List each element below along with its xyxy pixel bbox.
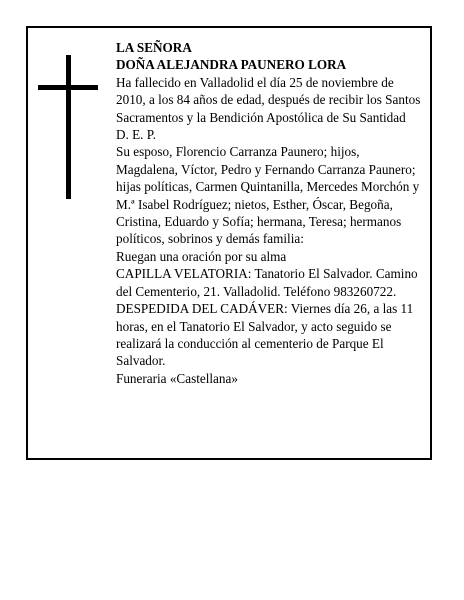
cross-horizontal-bar: [38, 85, 98, 90]
deceased-name: DOÑA ALEJANDRA PAUNERO LORA: [116, 57, 347, 73]
family-list: Su esposo, Florencio Carranza Paunero; hijos, Magdalena, Víctor, Pedro y Fernando Carranza Paunero; hijas políticas, Carmen Quintanilla, Mercedes Morchón y M.ª Isabel Rodríguez; nietos, Esther, Óscar, Begoña, Cristina, Eduardo y Sofía; hermana, Teresa; hermanos políticos, sobrinos y demás familia:: [116, 144, 420, 247]
notice-text: [116, 39, 424, 387]
obituary-notice: [26, 26, 432, 460]
dep-line: D. E. P.: [116, 127, 156, 143]
prayer-request: Ruegan una oración por su alma: [116, 248, 287, 264]
death-announcement: Ha fallecido en Valladolid el día 25 de noviembre de 2010, a los 84 años de edad, después de recibir los Santos Sacramentos y la Bendición Apostólica de Su Santidad: [116, 74, 421, 125]
farewell-info: DESPEDIDA DEL CADÁVER: Viernes día 26, a las 11 horas, en el Tanatorio El Salvador, y acto seguido se realizará la conducción al cementerio de Parque El Salvador.: [116, 301, 414, 369]
cross-icon: [38, 55, 98, 199]
chapel-info: CAPILLA VELATORIA: Tanatorio El Salvador. Camino del Cementerio, 21. Valladolid. Teléfono 983260722.: [116, 266, 418, 299]
funeral-home: Funeraria «Castellana»: [116, 370, 238, 386]
notice-title-honorific: LA SEÑORA: [116, 40, 192, 55]
cross-vertical-bar: [66, 55, 71, 199]
